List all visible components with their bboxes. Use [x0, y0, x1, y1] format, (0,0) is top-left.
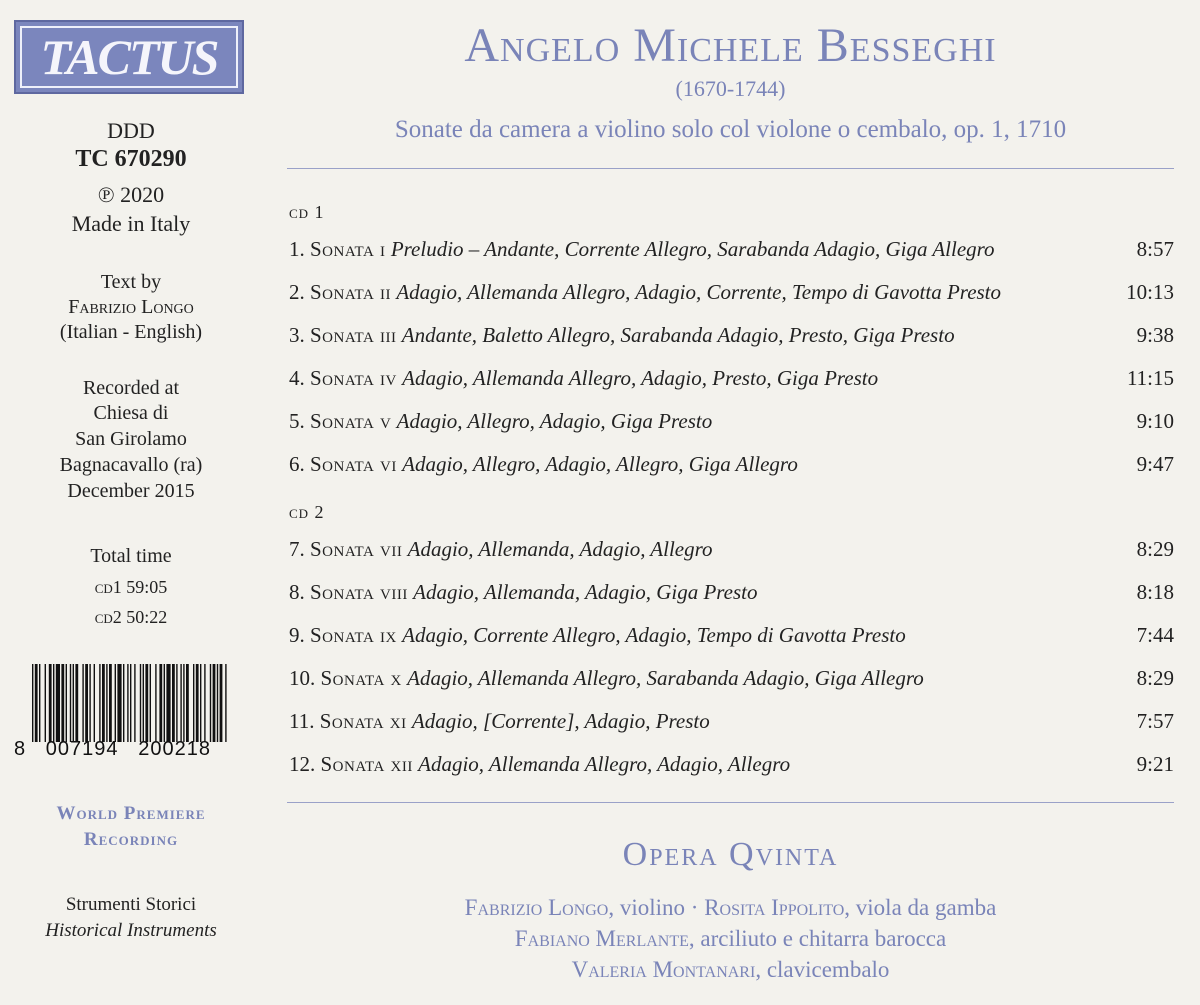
track-row [289, 537, 1174, 567]
track-movements: Adagio, Allegro, Adagio, Allegro, Giga Allegro [402, 452, 798, 476]
track-movements: Adagio, [Corrente], Adagio, Presto [411, 709, 710, 733]
right-column [287, 0, 1174, 1005]
barcode-bar [89, 664, 90, 742]
barcode-bar [200, 664, 201, 742]
performer-role: , viola da gamba [844, 895, 997, 920]
track-duration: 7:44 [1136, 623, 1174, 647]
instruments-italian: Strumenti Storici [65, 894, 197, 915]
barcode-bar [225, 664, 226, 742]
track-row [289, 452, 1174, 482]
barcode-bar [66, 664, 67, 742]
track-movements: Adagio, Allemanda Allegro, Sarabanda Adagio, Giga Allegro [407, 666, 924, 690]
track-row [289, 752, 1174, 782]
barcode-bar [134, 664, 135, 742]
barcode-bar [85, 664, 88, 742]
format-label: DDD [107, 118, 155, 143]
track-duration: 11:15 [1126, 366, 1174, 390]
track-duration: 8:29 [1136, 666, 1174, 690]
barcode-bar [75, 664, 78, 742]
track-number: 1. [289, 237, 305, 261]
barcode-bar [204, 664, 205, 742]
barcode-bar [196, 664, 199, 742]
track-row [289, 366, 1174, 396]
barcode-bar [176, 664, 177, 742]
text-by-languages: (Italian - English) [59, 321, 203, 343]
track-duration: 9:47 [1136, 452, 1174, 476]
left-column [0, 0, 262, 1005]
cd2-label: cd 2 [289, 502, 325, 522]
sonata-title: Sonata ix [310, 623, 397, 647]
track-duration: 9:21 [1136, 752, 1174, 776]
barcode-bar [140, 664, 141, 742]
track-row [289, 323, 1174, 353]
barcode-bar [70, 664, 71, 742]
premiere-line-1: World Premiere [56, 803, 206, 824]
barcode-bar [213, 664, 216, 742]
barcode-bar [155, 664, 156, 742]
barcode-bar [172, 664, 175, 742]
barcode-bar [217, 664, 218, 742]
barcode-bar [56, 664, 60, 742]
barcode-bar [164, 664, 165, 742]
track-number: 5. [289, 409, 305, 433]
track-number: 2. [289, 280, 305, 304]
track-duration: 8:29 [1136, 537, 1174, 561]
track-number: 9. [289, 623, 305, 647]
barcode-bar [35, 664, 38, 742]
performers-line-2 [287, 926, 1174, 952]
performer-role: , violino · [608, 895, 705, 920]
performer-name: Valeria Montanari [571, 957, 756, 982]
recorded-line: Bagnacavallo (ra) [59, 454, 203, 476]
sonata-title: Sonata xi [319, 709, 407, 733]
barcode-bar [39, 664, 40, 742]
performer-role: , clavicembalo [755, 957, 890, 982]
performer-role: , arciliuto e chitarra barocca [688, 926, 947, 951]
work-subtitle: Sonate da camera a violino solo col violone o cembalo, op. 1, 1710 [394, 116, 1067, 143]
barcode-bar [45, 664, 46, 742]
barcode-bar [117, 664, 121, 742]
text-by-label: Text by [100, 271, 162, 293]
track-movements: Adagio, Allemanda Allegro, Adagio, Presto, Giga Presto [402, 366, 879, 390]
composer-name: Angelo Michele Besseghi [464, 19, 997, 72]
sonata-title: Sonata iv [310, 366, 397, 390]
barcode-bar [150, 664, 151, 742]
sonata-title: Sonata iii [310, 323, 397, 347]
barcode-bar [130, 664, 131, 742]
track-duration: 8:57 [1136, 237, 1174, 261]
ensemble-name: Opera Qvinta [622, 836, 839, 873]
barcode-bar [210, 664, 211, 742]
track-row [289, 237, 1174, 267]
barcode-bar [166, 664, 170, 742]
track-duration: 8:18 [1136, 580, 1174, 604]
recorded-line: Recorded at [82, 377, 180, 399]
composer-dates: (1670-1744) [675, 76, 786, 101]
track-number: 8. [289, 580, 305, 604]
recorded-line: San Girolamo [75, 428, 187, 450]
track-row [289, 666, 1174, 696]
logo-text: TACTUS [20, 26, 238, 88]
total-time-label: Total time [90, 545, 172, 567]
track-number: 12. [289, 752, 316, 776]
track-row [289, 580, 1174, 610]
barcode-bar [53, 664, 54, 742]
barcode-bar [61, 664, 64, 742]
barcode-bar [99, 664, 100, 742]
barcode-bar [32, 664, 33, 742]
barcode-bar [109, 664, 112, 742]
barcode-bar [82, 664, 83, 742]
track-movements: Adagio, Allemanda, Adagio, Allegro [407, 537, 713, 561]
sonata-title: Sonata viii [310, 580, 408, 604]
barcode-bar [159, 664, 162, 742]
barcode-bar [102, 664, 105, 742]
sonata-title: Sonata vi [310, 452, 397, 476]
track-row [289, 280, 1174, 310]
cd2-total-time: cd2 50:22 [94, 607, 168, 627]
track-number: 6. [289, 452, 305, 476]
origin-label: Made in Italy [71, 211, 191, 236]
premiere-line-2: Recording [83, 829, 179, 850]
barcode-bar [49, 664, 52, 742]
barcode-bar [193, 664, 194, 742]
header-divider [287, 168, 1174, 169]
performers-line-3 [287, 957, 1174, 983]
barcode-bar [127, 664, 128, 742]
catalog-number: TC 670290 [75, 146, 187, 172]
track-number: 4. [289, 366, 305, 390]
track-row [289, 623, 1174, 653]
barcode [30, 664, 230, 742]
track-duration: 9:10 [1136, 409, 1174, 433]
performer-name: Fabiano Merlante [514, 926, 689, 951]
track-number: 11. [289, 709, 315, 733]
phonogram-year: ℗ 2020 [97, 182, 165, 207]
track-number: 3. [289, 323, 305, 347]
instruments-english: Historical Instruments [45, 920, 217, 941]
barcode-bar [115, 664, 116, 742]
performer-name: Rosita Ippolito [704, 895, 845, 920]
sonata-title: Sonata x [320, 666, 402, 690]
track-movements: Adagio, Allemanda Allegro, Adagio, Corrente, Tempo di Gavotta Presto [396, 280, 1002, 304]
track-movements: Adagio, Corrente Allegro, Adagio, Tempo di Gavotta Presto [402, 623, 906, 647]
barcode-bar [123, 664, 124, 742]
cd1-label: cd 1 [289, 202, 325, 222]
sonata-title: Sonata v [310, 409, 392, 433]
barcode-bar [186, 664, 189, 742]
tactus-logo [14, 20, 244, 94]
tracklist-divider [287, 802, 1174, 803]
track-movements: Preludio – Andante, Corrente Allegro, Sarabanda Adagio, Giga Allegro [390, 237, 995, 261]
track-duration: 7:57 [1136, 709, 1174, 733]
track-movements: Adagio, Allemanda, Adagio, Giga Presto [413, 580, 758, 604]
barcode-bar [94, 664, 95, 742]
barcode-bar [73, 664, 74, 742]
text-by-name: Fabrizio Longo [68, 296, 194, 318]
barcode-number: 8 007194 200218 [14, 738, 211, 760]
sonata-title: Sonata vii [310, 537, 403, 561]
track-movements: Adagio, Allemanda Allegro, Adagio, Allegro [418, 752, 791, 776]
track-movements: Andante, Baletto Allegro, Sarabanda Adagio, Presto, Giga Presto [401, 323, 955, 347]
barcode-bar [220, 664, 223, 742]
recorded-line: December 2015 [67, 480, 195, 502]
track-movements: Adagio, Allegro, Adagio, Giga Presto [396, 409, 713, 433]
track-row [289, 409, 1174, 439]
track-number: 10. [289, 666, 316, 690]
sonata-title: Sonata ii [310, 280, 392, 304]
performers-line-1 [287, 895, 1174, 921]
performer-name: Fabrizio Longo [464, 895, 609, 920]
cd1-total-time: cd1 59:05 [94, 577, 168, 597]
recorded-line: Chiesa di [93, 402, 169, 424]
track-duration: 9:38 [1136, 323, 1174, 347]
barcode-bar [180, 664, 181, 742]
barcode-bar [143, 664, 144, 742]
sonata-title: Sonata i [310, 237, 386, 261]
track-duration: 10:13 [1126, 280, 1174, 304]
barcode-bar [183, 664, 184, 742]
barcode-bar [106, 664, 107, 742]
track-row [289, 709, 1174, 739]
barcode-bar [145, 664, 148, 742]
track-number: 7. [289, 537, 305, 561]
sonata-title: Sonata xii [320, 752, 413, 776]
